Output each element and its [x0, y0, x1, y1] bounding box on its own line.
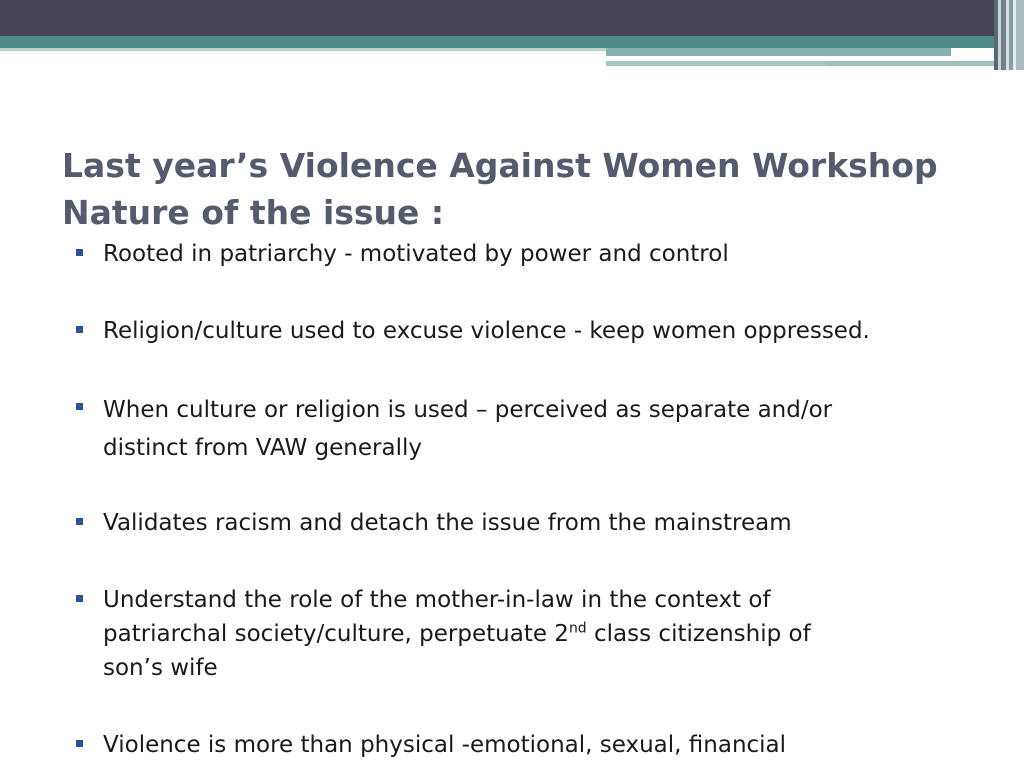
- list-item: [103, 583, 983, 685]
- bullet-text-line-2: distinct from VAW generally: [103, 435, 422, 461]
- list-item: [103, 314, 983, 348]
- bullet-text-line-1: When culture or religion is used – perceived as separate and/or: [103, 397, 833, 423]
- bullet-square-icon: [76, 403, 83, 410]
- bullet-text-segment: class citizenship of: [586, 621, 811, 647]
- bullet-text-line-2: [103, 617, 983, 651]
- bullet-square-icon: [76, 518, 83, 525]
- ordinal-superscript: nd: [568, 620, 587, 637]
- bullet-text-line-3: son’s wife: [103, 655, 218, 681]
- bullet-square-icon: [76, 326, 83, 333]
- bullet-text: Violence is more than physical -emotional, sexual, financial: [103, 732, 787, 758]
- bullet-text: Religion/culture used to excuse violence - keep women oppressed.: [103, 318, 870, 344]
- bullet-text: Rooted in patriarchy - motivated by power and control: [103, 241, 729, 267]
- list-item: [103, 391, 983, 467]
- bullet-square-icon: [76, 740, 83, 747]
- bullet-square-icon: [76, 249, 83, 256]
- list-item: [103, 728, 983, 762]
- title-line-2: Nature of the issue :: [62, 193, 445, 232]
- list-item: [103, 506, 983, 540]
- bullet-text-segment: patriarchal society/culture, perpetuate 2: [103, 621, 569, 647]
- bullet-square-icon: [76, 595, 83, 602]
- list-item: [103, 237, 983, 271]
- bullet-text: Validates racism and detach the issue from the mainstream: [103, 510, 792, 536]
- title-line-1: Last year’s Violence Against Women Workshop: [62, 146, 938, 185]
- bullet-text-line-1: Understand the role of the mother-in-law in the context of: [103, 587, 771, 613]
